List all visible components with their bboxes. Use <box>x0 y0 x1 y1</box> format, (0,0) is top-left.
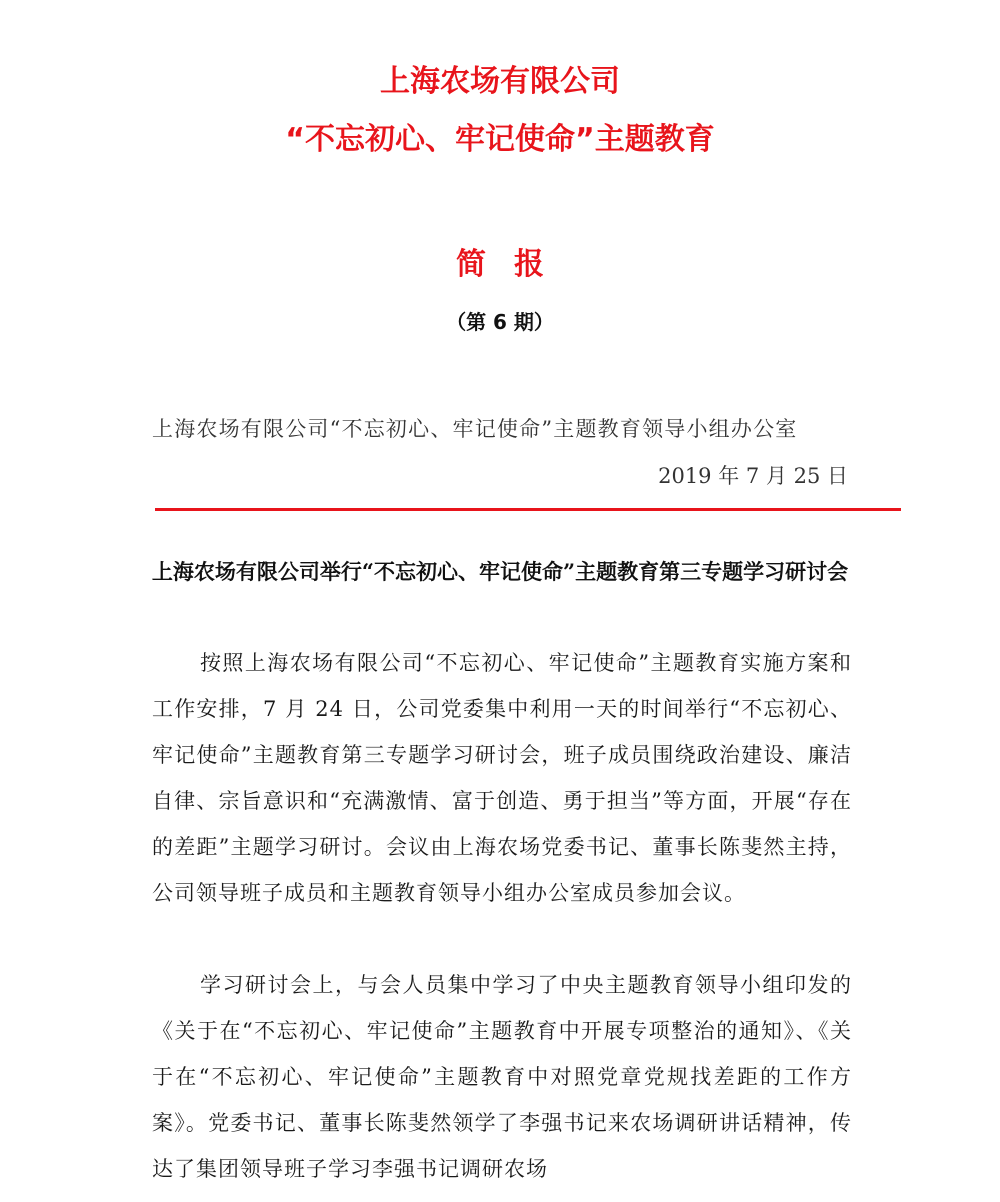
campaign-title: “不忘初心、牢记使命”主题教育 <box>285 122 715 157</box>
article-title: 上海农场有限公司举行“不忘初心、牢记使命”主题教育第三专题学习研讨会 <box>151 559 849 584</box>
body-paragraph: 按照上海农场有限公司“不忘初心、牢记使命”主题教育实施方案和工作安排，7 月 24 日，公司党委集中利用一天的时间举行“不忘初心、牢记使命”主题教育第三专题学习研讨会，班子成员围绕政治建设、廉洁自律、宗旨意识和“充满激情、富于创造、勇于担当”等方面，开展“存在的差距”主题学习研讨。会议由上海农场党委书记、董事长陈斐然主持，公司领导班子成员和主题教育领导小组办公室成员参加会议。 <box>152 651 852 905</box>
issuer-office: 上海农场有限公司“不忘初心、牢记使命”主题教育领导小组办公室 <box>152 417 798 441</box>
red-divider <box>155 508 901 511</box>
issue-date: 2019 年 7 月 25 日 <box>658 464 848 488</box>
body-paragraph: 学习研讨会上，与会人员集中学习了中央主题教育领导小组印发的《关于在“不忘初心、牢记使命”主题教育中开展专项整治的通知》、《关于在“不忘初心、牢记使命”主题教育中对照党章党规找差距的工作方案》。党委书记、董事长陈斐然领学了李强书记来农场调研讲话精神，传达了集团领导班子学习李强书记调研农场 <box>152 973 852 1181</box>
issue-number: （第 6 期） <box>446 310 554 334</box>
company-title: 上海农场有限公司 <box>380 64 620 99</box>
brief-title: 简报 <box>456 247 572 282</box>
